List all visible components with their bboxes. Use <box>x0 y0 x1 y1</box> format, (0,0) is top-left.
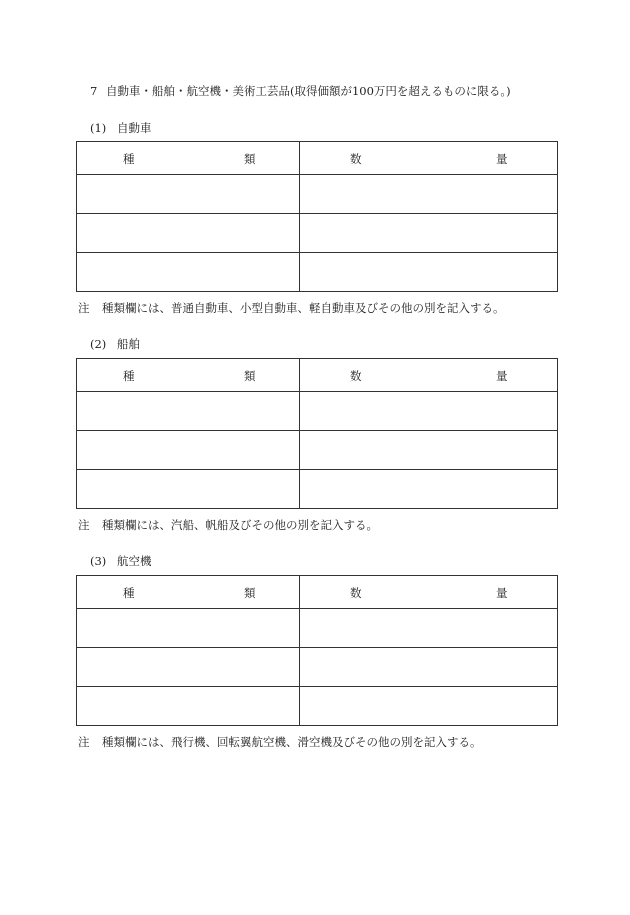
subsection-number: (1) <box>90 121 107 135</box>
table-header-row <box>77 576 558 609</box>
table-note-aircraft <box>78 734 482 750</box>
table-row <box>77 253 558 292</box>
quantity-cell[interactable] <box>300 431 558 470</box>
table-note-vehicles <box>78 300 505 316</box>
kind-header-char-1: 種 <box>123 152 135 166</box>
quantity-header-char-2: 量 <box>496 152 508 166</box>
section-number: 7 <box>90 84 98 98</box>
kind-header-char-2: 類 <box>244 586 256 600</box>
table-header-row <box>77 142 558 175</box>
subsection-title: 船舶 <box>117 337 140 351</box>
note-mark: 注 <box>78 518 90 532</box>
subsection-number: (2) <box>90 337 107 351</box>
note-text: 種類欄には、普通自動車、小型自動車、軽自動車及びその他の別を記入する。 <box>102 301 505 315</box>
kind-header-char-1: 種 <box>123 369 135 383</box>
kind-cell[interactable] <box>77 609 300 648</box>
kind-cell[interactable] <box>77 648 300 687</box>
table-row <box>77 687 558 726</box>
table-row <box>77 431 558 470</box>
quantity-cell[interactable] <box>300 609 558 648</box>
table-row <box>77 175 558 214</box>
ships-table <box>76 358 558 509</box>
quantity-header-char-2: 量 <box>496 369 508 383</box>
note-mark: 注 <box>78 735 90 749</box>
quantity-cell[interactable] <box>300 175 558 214</box>
quantity-header-char-1: 数 <box>350 586 362 600</box>
kind-header-cell <box>77 142 300 175</box>
table-row <box>77 470 558 509</box>
kind-header-char-2: 類 <box>244 369 256 383</box>
kind-cell[interactable] <box>77 214 300 253</box>
quantity-cell[interactable] <box>300 392 558 431</box>
kind-cell[interactable] <box>77 175 300 214</box>
table-row <box>77 648 558 687</box>
kind-header-char-2: 類 <box>244 152 256 166</box>
quantity-cell[interactable] <box>300 648 558 687</box>
quantity-cell[interactable] <box>300 214 558 253</box>
subsection-heading-aircraft <box>90 553 152 569</box>
quantity-header-char-1: 数 <box>350 152 362 166</box>
subsection-number: (3) <box>90 554 107 568</box>
quantity-cell[interactable] <box>300 470 558 509</box>
note-text: 種類欄には、汽船、帆船及びその他の別を記入する。 <box>102 518 378 532</box>
quantity-header-cell <box>300 359 558 392</box>
section-title: 自動車・船舶・航空機・美術工芸品(取得価額が100万円を超えるものに限る。) <box>106 84 511 98</box>
kind-cell[interactable] <box>77 253 300 292</box>
quantity-cell[interactable] <box>300 253 558 292</box>
quantity-cell[interactable] <box>300 687 558 726</box>
table-row <box>77 214 558 253</box>
quantity-header-cell <box>300 142 558 175</box>
subsection-title: 自動車 <box>117 121 152 135</box>
kind-header-cell <box>77 359 300 392</box>
kind-cell[interactable] <box>77 392 300 431</box>
subsection-heading-ships <box>90 336 140 352</box>
table-row <box>77 392 558 431</box>
table-row <box>77 609 558 648</box>
aircraft-table <box>76 575 558 726</box>
table-note-ships <box>78 517 378 533</box>
quantity-header-char-1: 数 <box>350 369 362 383</box>
subsection-heading-vehicles <box>90 120 152 136</box>
kind-cell[interactable] <box>77 687 300 726</box>
note-text: 種類欄には、飛行機、回転翼航空機、滑空機及びその他の別を記入する。 <box>102 735 482 749</box>
kind-header-cell <box>77 576 300 609</box>
note-mark: 注 <box>78 301 90 315</box>
quantity-header-cell <box>300 576 558 609</box>
section-heading <box>90 83 511 99</box>
subsection-title: 航空機 <box>117 554 152 568</box>
vehicles-table <box>76 141 558 292</box>
table-header-row <box>77 359 558 392</box>
kind-cell[interactable] <box>77 431 300 470</box>
quantity-header-char-2: 量 <box>496 586 508 600</box>
kind-cell[interactable] <box>77 470 300 509</box>
kind-header-char-1: 種 <box>123 586 135 600</box>
